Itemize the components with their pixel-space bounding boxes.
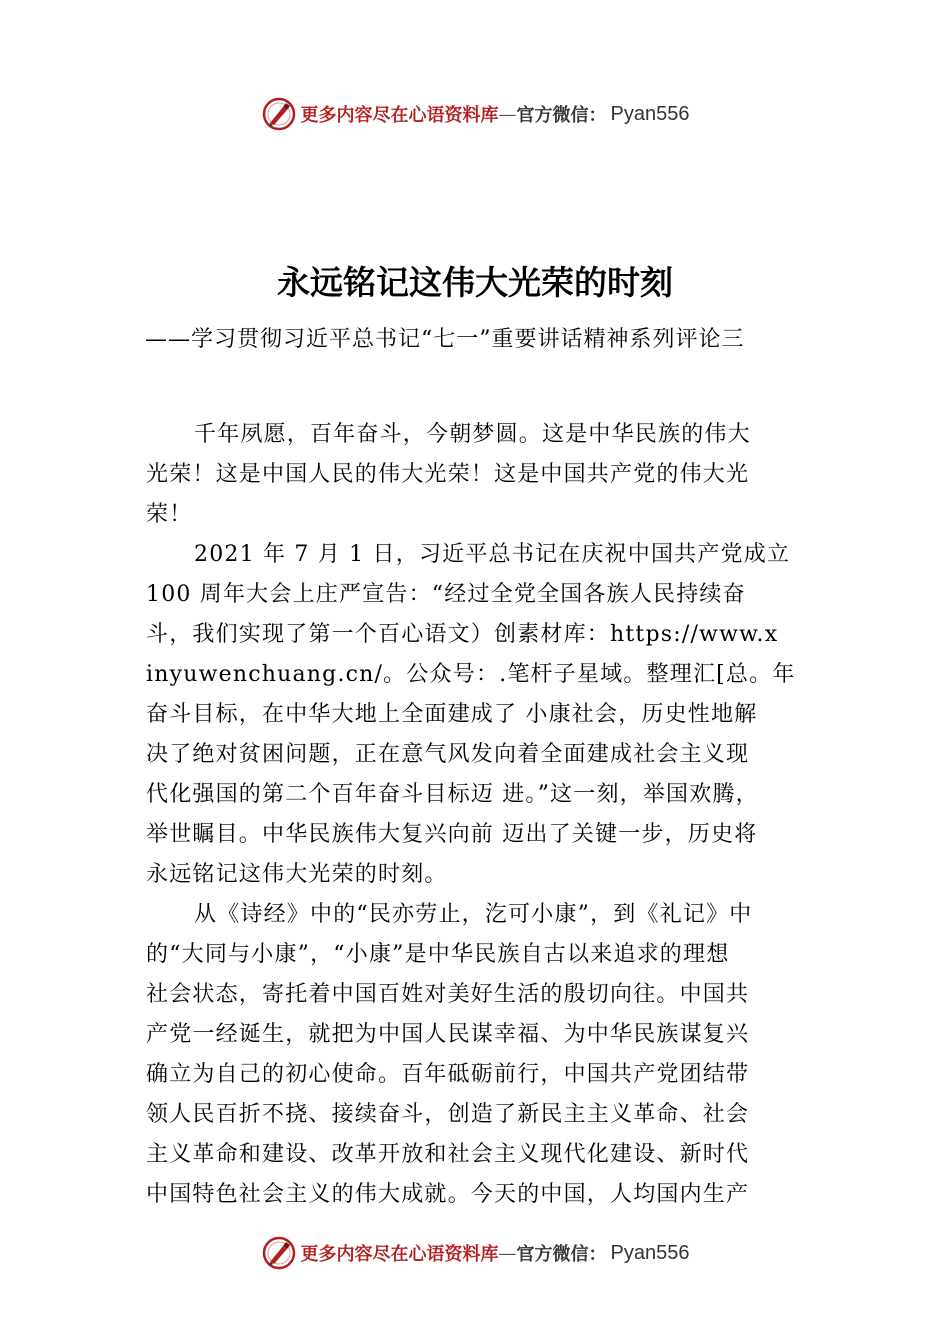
text-line: 永远铭记这伟大光荣的时刻。 <box>146 862 448 887</box>
banner-text: 更多内容尽在心语资料库 <box>300 105 499 126</box>
text-line: 主义革命和建设、改革开放和社会主义现代化建设、新时代 <box>146 1142 750 1167</box>
text-line: 的“大同与小康”，“小康”是中华民族自古以来追求的理想 <box>146 942 730 967</box>
banner-separator: — <box>498 1242 517 1264</box>
paragraph-3 <box>146 895 836 1215</box>
banner-wechat-id: Pyan556 <box>610 1241 690 1264</box>
text-line: 100 周年大会上庄严宣告：“经过全党全国各族人民持续奋 <box>146 582 746 607</box>
text-line: 决了绝对贫困问题，正在意气风发向着全面建成社会主义现 <box>146 742 750 767</box>
text-line: 荣！ <box>146 502 193 527</box>
text-line: 代化强国的第二个百年奋斗目标迈 进。”这一刻，举国欢腾， <box>146 782 759 807</box>
paragraph-1 <box>146 415 836 535</box>
text-line: 从《诗经》中的“民亦劳止，汔可小康”，到《礼记》中 <box>194 902 753 927</box>
banner-wechat-label: 官方微信： <box>516 105 607 126</box>
article-body <box>146 415 836 1215</box>
text-line: 中国特色社会主义的伟大成就。今天的中国，人均国内生产 <box>146 1182 750 1207</box>
text-line: 斗，我们实现了第一个百心语文）创素材库：https://www.x <box>146 622 779 647</box>
text-line: 光荣！这是中国人民的伟大光荣！这是中国共产党的伟大光 <box>146 462 750 487</box>
article-title: 永远铭记这伟大光荣的时刻 <box>277 263 673 302</box>
text-line: inyuwenchuang.cn/。公众号：.笔杆子星域。整理汇[总。年 <box>146 662 796 687</box>
banner-wechat-label: 官方微信： <box>516 1244 607 1265</box>
text-line: 社会状态，寄托着中国百姓对美好生活的殷切向往。中国共 <box>146 982 750 1007</box>
header-banner <box>0 94 950 134</box>
text-line: 确立为自己的初心使命。百年砥砺前行，中国共产党团结带 <box>146 1062 750 1087</box>
text-line: 奋斗目标，在中华大地上全面建成了 小康社会，历史性地解 <box>146 702 758 727</box>
article-subtitle: ——学习贯彻习近平总书记“七一”重要讲话精神系列评论三 <box>145 327 745 352</box>
banner-wechat-id: Pyan556 <box>610 102 690 125</box>
pen-circle-logo-icon <box>261 96 297 132</box>
text-line: 千年夙愿，百年奋斗，今朝梦圆。这是中华民族的伟大 <box>194 422 751 447</box>
pen-circle-logo-icon <box>261 1235 297 1271</box>
text-line: 举世瞩目。中华民族伟大复兴向前 迈出了关键一步，历史将 <box>146 822 758 847</box>
footer-banner <box>0 1233 950 1273</box>
paragraph-2 <box>146 535 836 895</box>
banner-text: 更多内容尽在心语资料库 <box>300 1244 499 1265</box>
text-line: 2021 年 7 月 1 日，习近平总书记在庆祝中国共产党成立 <box>194 542 791 567</box>
banner-separator: — <box>498 103 517 125</box>
text-line: 产党一经诞生，就把为中国人民谋幸福、为中华民族谋复兴 <box>146 1022 750 1047</box>
text-line: 领人民百折不挠、接续奋斗，创造了新民主主义革命、社会 <box>146 1102 750 1127</box>
